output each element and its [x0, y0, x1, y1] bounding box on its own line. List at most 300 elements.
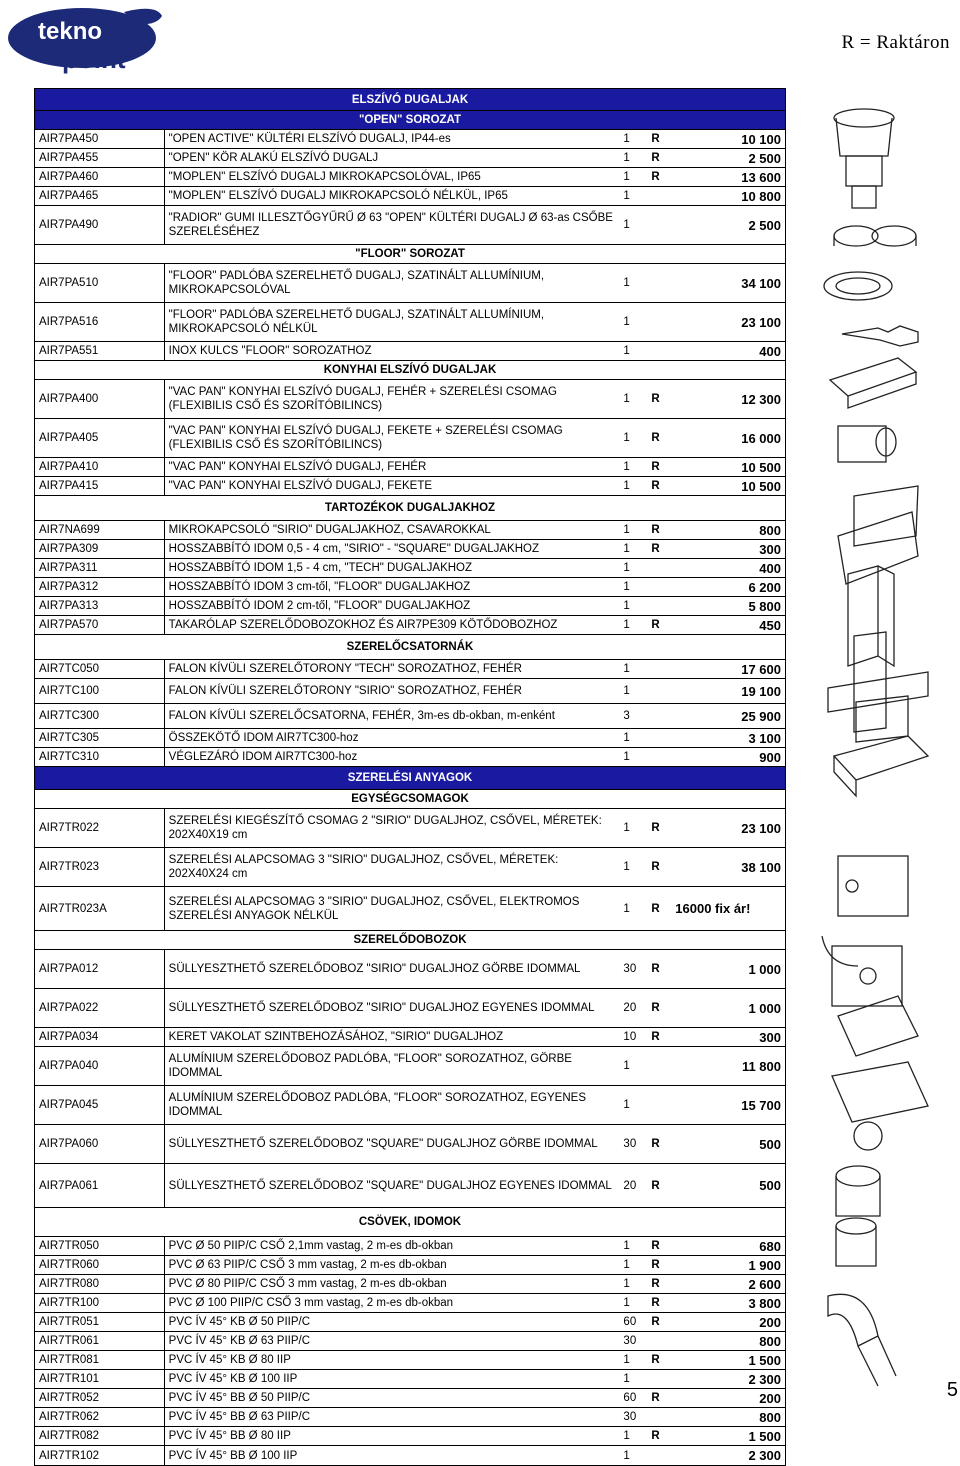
product-quantity: 1 [623, 480, 630, 492]
stock-flag [649, 559, 675, 577]
product-price: 10 800 [741, 188, 781, 204]
stock-flag [649, 704, 675, 728]
product-quantity: 1 [623, 461, 630, 473]
product-price: 16 000 [741, 430, 781, 446]
product-quantity: 1 [623, 663, 630, 675]
product-quantity: 1 [623, 1278, 630, 1290]
table-title: ELSZÍVÓ DUGALJAK [35, 89, 785, 111]
product-description: SÜLLYESZTHETŐ SZERELŐDOBOZ "SIRIO" DUGALJHOZ GÖRBE IDOMMAL [168, 963, 581, 975]
product-quantity: 1 [623, 152, 630, 164]
table-row [35, 989, 785, 1028]
stock-flag [649, 264, 675, 302]
table-row [35, 264, 785, 303]
product-code: AIR7TR022 [35, 809, 165, 847]
product-code: AIR7PA040 [35, 1047, 165, 1085]
table-row [35, 809, 785, 848]
product-price: 23 100 [741, 314, 781, 330]
product-quantity: 1 [623, 345, 630, 357]
stock-flag [649, 1332, 675, 1350]
stock-flag: R [651, 861, 660, 873]
product-code: AIR7TR060 [35, 1256, 165, 1274]
table-row [35, 149, 785, 168]
table-row [35, 1351, 785, 1370]
stock-flag: R [651, 1430, 660, 1442]
product-quantity: 1 [623, 1373, 630, 1385]
table-row [35, 748, 785, 767]
product-description: PVC Ø 80 PIIP/C CSŐ 3 mm vastag, 2 m-es db-okban [168, 1278, 447, 1290]
product-price: 1 000 [748, 961, 781, 977]
product-description: PVC Ø 63 PIIP/C CSŐ 3 mm vastag, 2 m-es db-okban [168, 1259, 447, 1271]
product-price: 680 [759, 1238, 781, 1254]
product-description: SZERELÉSI ALAPCSOMAG 3 "SIRIO" DUGALJHOZ, CSŐVEL, ELEKTROMOS SZERELÉSI ANYAGOK NÉLKÜL [168, 895, 580, 922]
product-code: AIR7TR050 [35, 1237, 165, 1255]
product-price: 300 [759, 541, 781, 557]
section-header: KONYHAI ELSZÍVÓ DUGALJAK [35, 361, 785, 380]
stock-flag: R [651, 822, 660, 834]
product-price: 800 [759, 522, 781, 538]
product-description: "MOPLEN" ELSZÍVÓ DUGALJ MIKROKAPCSOLÓVAL, IP65 [168, 171, 481, 183]
section-header: CSÖVEK, IDOMOK [35, 1208, 785, 1237]
product-code: AIR7TC050 [35, 660, 165, 678]
product-quantity: 1 [623, 1099, 630, 1111]
stock-legend: R = Raktáron [841, 32, 950, 53]
product-price: 10 100 [741, 131, 781, 147]
product-quantity: 1 [623, 432, 630, 444]
stock-flag [649, 578, 675, 596]
product-price: 1 900 [748, 1257, 781, 1273]
product-description: ALUMÍNIUM SZERELŐDOBOZ PADLÓBA, "FLOOR" SOROZATHOZ, GÖRBE IDOMMAL [168, 1053, 572, 1079]
table-row [35, 1370, 785, 1389]
table-row [35, 1275, 785, 1294]
product-description: PVC Ø 100 PIIP/C CSŐ 3 mm vastag, 2 m-es db-okban [168, 1297, 454, 1309]
product-code: AIR7TC100 [35, 679, 165, 703]
product-code: AIR7PA510 [35, 264, 165, 302]
product-price: 11 800 [741, 1058, 781, 1074]
product-price: 200 [759, 1314, 781, 1330]
table-row [35, 1256, 785, 1275]
section-header: SZERELŐDOBOZOK [35, 931, 785, 950]
product-quantity: 1 [623, 219, 630, 231]
product-price: 200 [759, 1390, 781, 1406]
table-row [35, 419, 785, 458]
inox-key-drawing [842, 326, 918, 346]
table-row [35, 660, 785, 679]
product-quantity: 1 [623, 1354, 630, 1366]
product-price: 500 [759, 1136, 781, 1152]
product-code: AIR7PA490 [35, 206, 165, 244]
product-quantity: 1 [623, 1297, 630, 1309]
product-description: PVC ÍV 45° KB Ø 50 PIIP/C [168, 1316, 311, 1328]
product-quantity: 1 [623, 1430, 630, 1442]
product-code: AIR7PA061 [35, 1164, 165, 1207]
product-code: AIR7PA405 [35, 419, 165, 457]
product-description: "OPEN" KÖR ALAKÚ ELSZÍVÓ DUGALJ [168, 152, 379, 164]
table-row [35, 559, 785, 578]
stock-flag [649, 206, 675, 244]
stock-flag [649, 342, 675, 360]
vac-pan-drawing [830, 358, 916, 408]
product-quantity: 1 [623, 1240, 630, 1252]
product-description: "OPEN ACTIVE" KÜLTÉRI ELSZÍVÓ DUGALJ, IP44-es [168, 133, 451, 145]
product-code: AIR7PA516 [35, 303, 165, 341]
open-socket-drawing [834, 109, 894, 208]
stock-flag: R [651, 619, 660, 631]
product-code: AIR7PA570 [35, 616, 165, 634]
box-straight-drawing [832, 946, 902, 1006]
product-description: TAKARÓLAP SZERELŐDOBOZOKHOZ ÉS AIR7PE309 KÖTŐDOBOZHOZ [168, 619, 558, 631]
table-row [35, 1028, 785, 1047]
product-quantity: 20 [623, 1002, 637, 1014]
product-quantity: 1 [623, 190, 630, 202]
product-quantity: 3 [623, 710, 630, 722]
product-code: AIR7PA312 [35, 578, 165, 596]
page-number: 5 [946, 1379, 958, 1401]
product-description: KERET VAKOLAT SZINTBEHOZÁSÁHOZ, "SIRIO" DUGALJHOZ [168, 1031, 504, 1043]
product-quantity: 1 [623, 1060, 630, 1072]
table-row [35, 1313, 785, 1332]
product-price: 2 600 [748, 1276, 781, 1292]
product-code: AIR7PA012 [35, 950, 165, 988]
product-price: 6 200 [748, 579, 781, 595]
section-header: SZERELŐCSATORNÁK [35, 635, 785, 660]
product-description: ALUMÍNIUM SZERELŐDOBOZ PADLÓBA, "FLOOR" SOROZATHOZ, EGYENES IDOMMAL [168, 1092, 586, 1118]
product-description: "FLOOR" PADLÓBA SZERELHETŐ DUGALJ, SZATINÁLT ALLUMÍNIUM, MIKROKAPCSOLÓVAL [168, 270, 545, 296]
product-code: AIR7TR061 [35, 1332, 165, 1350]
product-price: 17 600 [741, 661, 781, 677]
rubber-ring-drawing [834, 226, 916, 246]
product-code: AIR7NA699 [35, 521, 165, 539]
product-description: MIKROKAPCSOLÓ "SIRIO" DUGALJAKHOZ, CSAVAROKKAL [168, 524, 491, 536]
stock-flag [649, 748, 675, 766]
product-price: 400 [759, 560, 781, 576]
stock-flag: R [651, 1179, 660, 1192]
stock-flag: R [651, 393, 660, 405]
product-description: INOX KULCS "FLOOR" SOROZATHOZ [168, 345, 372, 357]
table-row [35, 1408, 785, 1427]
product-price: 500 [759, 1178, 781, 1193]
stock-flag: R [651, 543, 660, 555]
product-quantity: 1 [623, 861, 630, 873]
product-price: 3 800 [748, 1295, 781, 1311]
product-quantity: 1 [623, 1259, 630, 1271]
table-row [35, 342, 785, 361]
stock-flag: R [651, 1354, 660, 1366]
stock-flag: R [651, 480, 660, 492]
table-row [35, 616, 785, 635]
product-price: 3 100 [748, 730, 781, 746]
stock-flag: R [651, 524, 660, 536]
table-row [35, 887, 785, 931]
stock-flag: R [651, 1278, 660, 1290]
tekno-point-logo [6, 4, 166, 76]
product-description: SÜLLYESZTHETŐ SZERELŐDOBOZ "SQUARE" DUGALJHOZ GÖRBE IDOMMAL [168, 1138, 598, 1150]
product-quantity: 1 [623, 524, 630, 536]
stock-flag: R [651, 461, 660, 473]
product-quantity: 30 [623, 1335, 637, 1347]
pipe-drawing [836, 1218, 876, 1266]
stock-flag: R [651, 1240, 660, 1252]
product-quantity: 10 [623, 1031, 637, 1043]
table-row [35, 1125, 785, 1164]
product-description: PVC Ø 50 PIIP/C CSŐ 2,1mm vastag, 2 m-es db-okban [168, 1240, 454, 1252]
product-code: AIR7TR052 [35, 1389, 165, 1407]
microswitch-drawing [838, 426, 896, 462]
table-row [35, 1389, 785, 1408]
product-description: SZERELÉSI KIEGÉSZÍTŐ CSOMAG 2 "SIRIO" DUGALJHOZ, CSŐVEL, MÉRETEK: 202X40X19 cm [168, 815, 602, 841]
product-quantity: 30 [623, 963, 637, 975]
section-header: "OPEN" SOROZAT [35, 111, 785, 130]
product-quantity: 1 [623, 171, 630, 183]
table-row [35, 477, 785, 496]
product-code: AIR7TR101 [35, 1370, 165, 1388]
table-row [35, 187, 785, 206]
product-code: AIR7PA022 [35, 989, 165, 1027]
product-quantity: 1 [623, 600, 630, 612]
product-description: "RADIOR" GUMI ILLESZTŐGYŰRŰ Ø 63 "OPEN" KÜLTÉRI DUGALJ Ø 63-as CSŐBE SZERELÉSÉHEZ [168, 212, 613, 238]
product-price: 19 100 [741, 683, 781, 699]
price-table [34, 88, 786, 1466]
table-row [35, 458, 785, 477]
product-quantity: 1 [623, 581, 630, 593]
stock-flag: R [651, 1138, 660, 1150]
table-row [35, 1446, 785, 1465]
product-code: AIR7PA034 [35, 1028, 165, 1046]
product-description: PVC ÍV 45° KB Ø 80 IIP [168, 1354, 291, 1366]
product-code: AIR7PA309 [35, 540, 165, 558]
product-quantity: 1 [623, 133, 630, 145]
product-code: AIR7TR062 [35, 1408, 165, 1426]
product-code: AIR7PA415 [35, 477, 165, 495]
product-price: 800 [759, 1333, 781, 1349]
table-row [35, 303, 785, 342]
elbow-drawing [828, 1294, 896, 1386]
product-quantity: 30 [623, 1411, 637, 1423]
table-row [35, 521, 785, 540]
product-code: AIR7PA060 [35, 1125, 165, 1163]
product-description: "VAC PAN" KONYHAI ELSZÍVÓ DUGALJ, FEHÉR + SZERELÉSI CSOMAG (FLEXIBILIS CSŐ ÉS SZORÍTÓBILINCS) [168, 386, 557, 412]
product-description: SÜLLYESZTHETŐ SZERELŐDOBOZ "SQUARE" DUGALJHOZ EGYENES IDOMMAL [168, 1179, 612, 1192]
product-price: 400 [759, 343, 781, 359]
stock-flag: R [651, 902, 660, 915]
stock-flag: R [651, 1297, 660, 1309]
product-price: 13 600 [741, 169, 781, 185]
product-code: AIR7PA551 [35, 342, 165, 360]
stock-flag [649, 1446, 675, 1465]
stock-flag: R [651, 963, 660, 975]
product-code: AIR7TC300 [35, 704, 165, 728]
extension-drawing [854, 486, 918, 546]
frame-drawing [838, 996, 918, 1056]
section-header: "FLOOR" SOROZAT [35, 245, 785, 264]
product-price: 10 500 [741, 459, 781, 475]
product-price: 1 500 [748, 1352, 781, 1368]
table-row [35, 1427, 785, 1446]
product-quantity: 1 [623, 751, 630, 763]
floor-socket-drawing [824, 272, 892, 300]
product-code: AIR7PA313 [35, 597, 165, 615]
product-code: AIR7PA400 [35, 380, 165, 418]
product-quantity: 1 [623, 1449, 630, 1462]
stock-flag: R [651, 1031, 660, 1043]
product-code: AIR7TR081 [35, 1351, 165, 1369]
product-price: 900 [759, 749, 781, 765]
product-quantity: 1 [623, 732, 630, 744]
product-code: AIR7PA045 [35, 1086, 165, 1124]
product-quantity: 60 [623, 1392, 637, 1404]
product-description: "FLOOR" PADLÓBA SZERELHETŐ DUGALJ, SZATINÁLT ALLUMÍNIUM, MIKROKAPCSOLÓ NÉLKÜL [168, 309, 545, 335]
product-quantity: 1 [623, 685, 630, 697]
product-description: HOSSZABBÍTÓ IDOM 0,5 - 4 cm, "SIRIO" - "SQUARE" DUGALJAKHOZ [168, 543, 539, 555]
stock-flag [649, 303, 675, 341]
product-quantity: 30 [623, 1138, 637, 1150]
table-row [35, 130, 785, 149]
stock-flag: R [651, 1259, 660, 1271]
product-price: 10 500 [741, 478, 781, 494]
box-elbow-drawing [822, 856, 908, 966]
stock-flag [649, 187, 675, 205]
stock-flag [649, 660, 675, 678]
product-quantity: 1 [623, 277, 630, 289]
table-row [35, 1237, 785, 1256]
table-row [35, 1332, 785, 1351]
product-price: 450 [759, 617, 781, 633]
product-quantity: 60 [623, 1316, 637, 1328]
product-description: FALON KÍVÜLI SZERELŐCSATORNA, FEHÉR, 3m-es db-okban, m-enként [168, 710, 555, 722]
table-row [35, 1164, 785, 1208]
stock-flag [649, 679, 675, 703]
product-description: PVC ÍV 45° BB Ø 100 IIP [168, 1449, 298, 1462]
table-row [35, 729, 785, 748]
product-description: PVC ÍV 45° BB Ø 50 PIIP/C [168, 1392, 311, 1404]
product-code: AIR7PA460 [35, 168, 165, 186]
stock-flag [649, 1086, 675, 1124]
section-header: TARTOZÉKOK DUGALJAKHOZ [35, 496, 785, 521]
product-code: AIR7PA465 [35, 187, 165, 205]
product-description: HOSSZABBÍTÓ IDOM 1,5 - 4 cm, "TECH" DUGALJAKHOZ [168, 562, 473, 574]
stock-flag: R [651, 432, 660, 444]
product-description: ÖSSZEKÖTŐ IDOM AIR7TC300-hoz [168, 732, 359, 744]
product-code: AIR7TC310 [35, 748, 165, 766]
product-description: FALON KÍVÜLI SZERELŐTORONY "TECH" SOROZATHOZ, FEHÉR [168, 663, 522, 675]
product-price: 12 300 [741, 391, 781, 407]
product-quantity: 1 [623, 543, 630, 555]
product-price: 300 [759, 1029, 781, 1045]
table-row [35, 1086, 785, 1125]
product-description: SZERELÉSI ALAPCSOMAG 3 "SIRIO" DUGALJHOZ, CSŐVEL, MÉRETEK: 202X40X24 cm [168, 854, 559, 880]
product-description: HOSSZABBÍTÓ IDOM 3 cm-től, "FLOOR" DUGALJAKHOZ [168, 581, 471, 593]
table-row [35, 380, 785, 419]
product-price: 1 000 [748, 1000, 781, 1016]
table-row [35, 704, 785, 729]
table-row [35, 168, 785, 187]
table-row [35, 1294, 785, 1313]
product-price: 34 100 [741, 275, 781, 291]
product-code: AIR7TR082 [35, 1427, 165, 1445]
product-description: HOSSZABBÍTÓ IDOM 2 cm-től, "FLOOR" DUGALJAKHOZ [168, 600, 471, 612]
product-description: PVC ÍV 45° BB Ø 80 IIP [168, 1430, 291, 1442]
table-row [35, 540, 785, 559]
section-header: EGYSÉGCSOMAGOK [35, 790, 785, 809]
stock-flag [649, 597, 675, 615]
product-code: AIR7TR051 [35, 1313, 165, 1331]
product-description: PVC ÍV 45° KB Ø 63 PIIP/C [168, 1335, 311, 1347]
product-code: AIR7PA455 [35, 149, 165, 167]
table-row [35, 578, 785, 597]
product-quantity: 1 [623, 619, 630, 631]
product-price: 2 500 [748, 217, 781, 233]
stock-flag [649, 729, 675, 747]
stock-flag: R [651, 1316, 660, 1328]
product-quantity: 20 [623, 1179, 637, 1192]
product-price: 2 300 [748, 1371, 781, 1387]
table-row [35, 1047, 785, 1086]
product-price: 15 700 [741, 1097, 781, 1113]
product-description: FALON KÍVÜLI SZERELŐTORONY "SIRIO" SOROZATHOZ, FEHÉR [168, 685, 522, 697]
square-box-drawing [836, 1166, 880, 1216]
table-row [35, 206, 785, 245]
product-quantity: 1 [623, 562, 630, 574]
product-code: AIR7PA450 [35, 130, 165, 148]
product-price: 800 [759, 1409, 781, 1425]
stock-flag: R [651, 152, 660, 164]
section-header: SZERELÉSI ANYAGOK [35, 767, 785, 790]
stock-flag: R [651, 1002, 660, 1014]
product-description: PVC ÍV 45° BB Ø 63 PIIP/C [168, 1411, 311, 1423]
product-description: PVC ÍV 45° KB Ø 100 IIP [168, 1373, 298, 1385]
product-code: AIR7PA311 [35, 559, 165, 577]
stock-flag: R [651, 133, 660, 145]
table-row [35, 848, 785, 887]
product-description: "VAC PAN" KONYHAI ELSZÍVÓ DUGALJ, FEKETE [168, 480, 433, 492]
product-description: SÜLLYESZTHETŐ SZERELŐDOBOZ "SIRIO" DUGALJHOZ EGYENES IDOMMAL [168, 1002, 595, 1014]
product-quantity: 1 [623, 393, 630, 405]
stock-flag [649, 1047, 675, 1085]
product-code: AIR7TR080 [35, 1275, 165, 1293]
product-price: 5 800 [748, 598, 781, 614]
product-price: 2 300 [748, 1448, 781, 1463]
product-price: 23 100 [741, 820, 781, 836]
product-quantity: 1 [623, 316, 630, 328]
product-description: VÉGLEZÁRÓ IDOM AIR7TC300-hoz [168, 751, 358, 763]
product-quantity: 1 [623, 822, 630, 834]
table-row [35, 679, 785, 704]
product-price: 38 100 [741, 859, 781, 875]
product-code: AIR7PA410 [35, 458, 165, 476]
stock-flag: R [651, 1392, 660, 1404]
package-drawing [834, 736, 928, 796]
logo-bottom-text: point [62, 44, 126, 74]
product-description: "MOPLEN" ELSZÍVÓ DUGALJ MIKROKAPCSOLÓ NÉLKÜL, IP65 [168, 190, 508, 202]
product-code: AIR7TR102 [35, 1446, 165, 1465]
stock-flag: R [651, 171, 660, 183]
product-code: AIR7TR023 [35, 848, 165, 886]
product-code: AIR7TR023A [35, 887, 165, 930]
product-description: "VAC PAN" KONYHAI ELSZÍVÓ DUGALJ, FEKETE + SZERELÉSI CSOMAG (FLEXIBILIS CSŐ ÉS SZORÍTÓBILINCS) [168, 425, 563, 451]
stock-flag [649, 1408, 675, 1426]
stock-flag [649, 1370, 675, 1388]
product-description: "VAC PAN" KONYHAI ELSZÍVÓ DUGALJ, FEHÉR [168, 461, 427, 473]
product-price: 25 900 [741, 708, 781, 724]
floor-box-drawing [832, 1062, 928, 1150]
product-price: 2 500 [748, 150, 781, 166]
product-illustrations [808, 96, 956, 1386]
product-code: AIR7TR100 [35, 1294, 165, 1312]
logo-top-text: tekno [38, 18, 103, 45]
product-price: 16000 fix ár! [675, 901, 751, 916]
product-price: 1 500 [748, 1428, 781, 1444]
product-quantity: 1 [623, 902, 630, 915]
product-code: AIR7TC305 [35, 729, 165, 747]
